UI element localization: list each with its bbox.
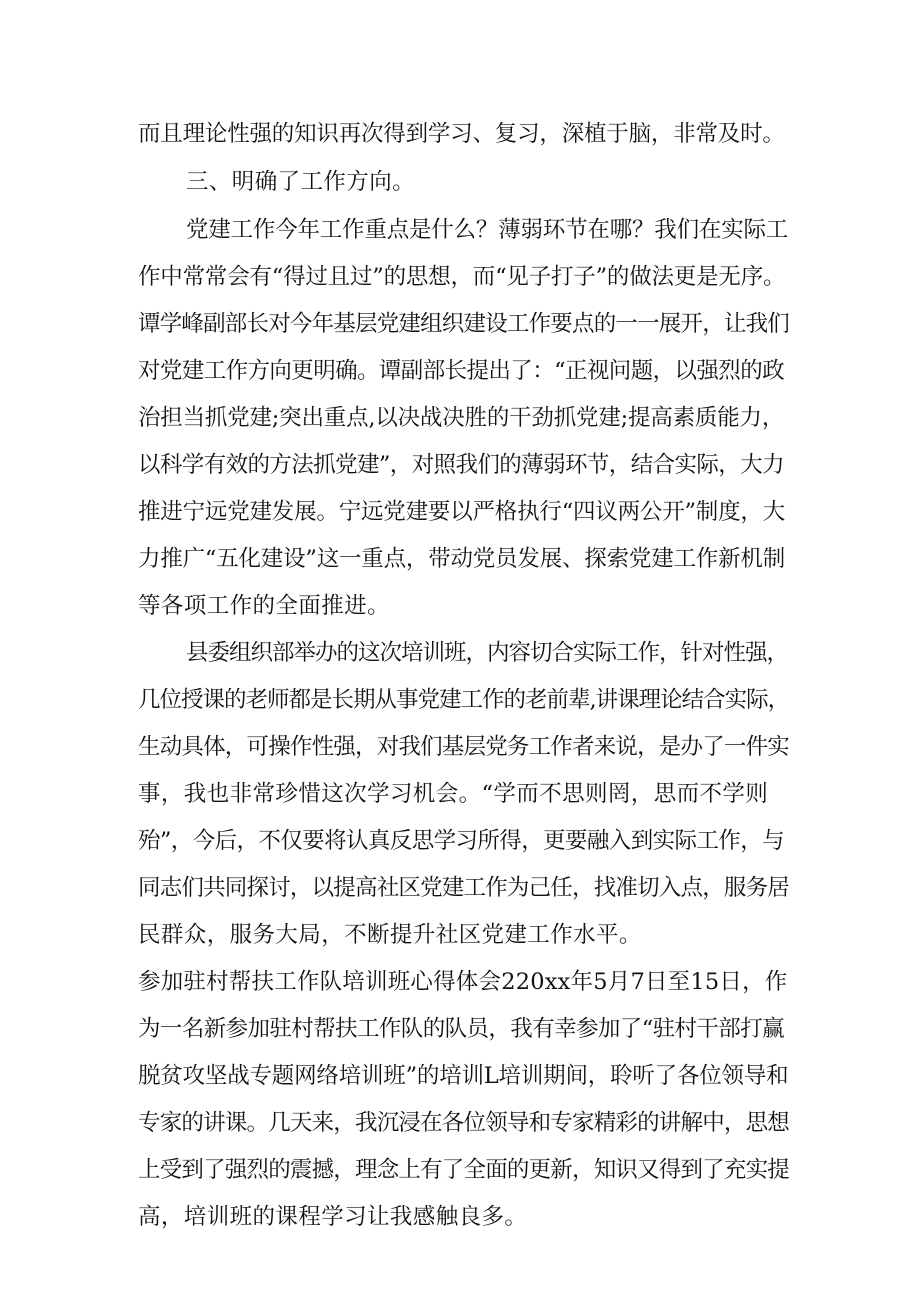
text-line: 为一名新参加驻村帮扶工作队的队员，我有幸参加了“驻村干部打赢 bbox=[138, 1016, 785, 1042]
text-line: 谭学峰副部长对今年基层党建组织建设工作要点的一一展开，让我们 bbox=[138, 311, 790, 337]
text-line: 治担当抓党建;突出重点,以决战决胜的干劲抓党建;提高素质能力， bbox=[138, 405, 785, 431]
text-line: 党建工作今年工作重点是什么？薄弱环节在哪？我们在实际工 bbox=[186, 217, 789, 243]
text-line: 专家的讲课。几天来，我沉浸在各位领导和专家精彩的讲解中，思想 bbox=[138, 1110, 790, 1136]
text-line: 生动具体，可操作性强，对我们基层党务工作者来说，是办了一件实 bbox=[138, 734, 790, 760]
text-line: 等各项工作的全面推进。 bbox=[138, 593, 390, 619]
text-line: 脱贫攻坚战专题网络培训班”的培训L培训期间，聆听了各位领导和 bbox=[138, 1063, 789, 1089]
text-line: 民群众，服务大局，不断提升社区党建工作水平。 bbox=[138, 922, 642, 948]
text-line: 县委组织部举办的这次培训班，内容切合实际工作，针对性强， bbox=[186, 640, 789, 666]
text-line: 殆”，今后，不仅要将认真反思学习所得，更要融入到实际工作，与 bbox=[138, 828, 785, 854]
text-line: 力推广“五化建设”这一重点，带动党员发展、探索党建工作新机制 bbox=[138, 546, 786, 572]
text-line: 而且理论性强的知识再次得到学习、复习，深植于脑，非常及时。 bbox=[138, 121, 785, 147]
text-line: 以科学有效的方法抓党建”，对照我们的薄弱环节，结合实际，大力 bbox=[138, 452, 785, 478]
text-line: 推进宁远党建发展。宁远党建要以严格执行“四议两公开”制度，大 bbox=[138, 499, 786, 525]
text-line: 几位授课的老师都是长期从事党建工作的老前辈,讲课理论结合实际， bbox=[138, 687, 790, 713]
section-heading: 三、明确了工作方向。 bbox=[186, 169, 416, 195]
text-line: 高，培训班的课程学习让我感触良多。 bbox=[138, 1204, 528, 1230]
text-line: 作中常常会有“得过且过”的思想，而“见子打子”的做法更是无序。 bbox=[138, 264, 786, 290]
text-line: 上受到了强烈的震撼，理念上有了全面的更新，知识又得到了充实提 bbox=[138, 1157, 790, 1183]
text-line: 事，我也非常珍惜这次学习机会。“学而不思则罔，思而不学则 bbox=[138, 781, 769, 807]
text-line: 同志们共同探讨，以提高社区党建工作为己任，找准切入点，服务居 bbox=[138, 875, 790, 901]
text-line: 对党建工作方向更明确。谭副部长提出了：“正视问题，以强烈的政 bbox=[138, 358, 785, 384]
text-line: 参加驻村帮扶工作队培训班心得体会220xx年5月7日至15日，作 bbox=[138, 969, 788, 995]
